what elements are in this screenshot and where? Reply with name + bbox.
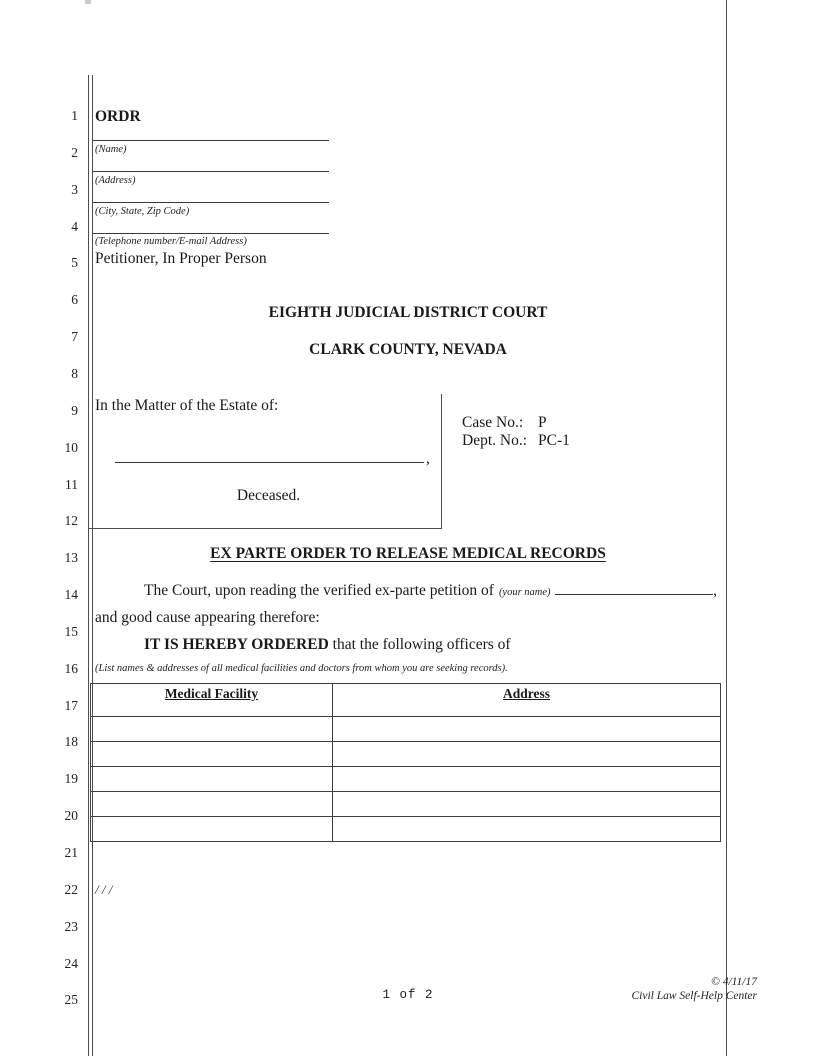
scan-artifact	[85, 0, 91, 4]
deceased-label: Deceased.	[236, 487, 301, 504]
pleading-line-number: 2	[71, 144, 78, 160]
your-name-hint: (your name)	[498, 587, 551, 598]
court-county: CLARK COUNTY, NEVADA	[309, 341, 507, 358]
table-row	[91, 817, 721, 842]
name-field[interactable]	[93, 140, 329, 141]
decedent-name-field[interactable]	[115, 462, 424, 463]
order-title-row	[95, 545, 721, 563]
pleading-line-number: 20	[64, 808, 78, 824]
ordered-bold-text: IT IS HEREBY ORDERED	[144, 636, 329, 653]
table-cell[interactable]	[333, 792, 721, 817]
pleading-right-rule	[726, 0, 727, 1056]
order-title: EX PARTE ORDER TO RELEASE MEDICAL RECORDS	[210, 545, 606, 562]
pleading-line-number: 24	[64, 955, 78, 971]
paragraph-1-text: The Court, upon reading the verified ex-parte petition of	[144, 582, 494, 599]
decedent-name-comma: ,	[426, 450, 430, 467]
petitioner-line: Petitioner, In Proper Person	[95, 250, 267, 267]
table-header-row	[91, 684, 721, 717]
pleading-line-number: 22	[64, 881, 78, 897]
address-column-header: Address	[333, 684, 721, 717]
dept-number-row	[462, 432, 570, 450]
table-cell[interactable]	[91, 742, 333, 767]
pleading-line-number: 14	[64, 587, 78, 603]
table-cell[interactable]	[91, 817, 333, 842]
table-row	[91, 742, 721, 767]
table-cell[interactable]	[333, 742, 721, 767]
pleading-line-number: 3	[71, 181, 78, 197]
ordered-line	[95, 636, 511, 654]
medical-facility-table	[90, 683, 721, 842]
case-number-row	[462, 414, 570, 432]
table-row	[91, 767, 721, 792]
continuation-mark: / / /	[95, 882, 113, 897]
address-field[interactable]	[93, 171, 329, 172]
medical-table-body	[91, 717, 721, 842]
case-info-block	[462, 414, 570, 450]
page-number: 1 of 2	[382, 988, 434, 1002]
pleading-line-number: 5	[71, 255, 78, 271]
caption-box-bottom-border	[89, 528, 442, 529]
medical-table-head	[91, 684, 721, 717]
pleading-line-number: 19	[64, 771, 78, 787]
name-field-label: (Name)	[95, 144, 127, 155]
address-field-label: (Address)	[95, 175, 136, 186]
ordered-rest-text: that the following officers of	[328, 636, 511, 653]
pleading-line-number: 9	[71, 402, 78, 418]
pleading-line-number: 18	[64, 734, 78, 750]
case-number-label: Case No.:	[462, 414, 524, 431]
pleading-left-double-rule	[88, 75, 93, 1056]
phone-email-field[interactable]	[93, 233, 329, 234]
pleading-line-number: 7	[71, 329, 78, 345]
pleading-line-number: 17	[64, 697, 78, 713]
caption-matter-line: In the Matter of the Estate of:	[95, 397, 279, 414]
copyright-org: Civil Law Self-Help Center	[631, 989, 757, 1002]
copyright-date: © 4/11/17	[711, 976, 757, 988]
pleading-line-number: 16	[64, 660, 78, 676]
phone-email-field-label: (Telephone number/E-mail Address)	[95, 236, 247, 247]
list-instruction-note: (List names & addresses of all medical facilities and doctors from whom you are seeking records).	[95, 663, 508, 674]
order-paragraph-1	[95, 581, 717, 600]
pleading-line-number: 23	[64, 918, 78, 934]
pleading-line-number: 13	[64, 550, 78, 566]
table-cell[interactable]	[91, 717, 333, 742]
your-name-field[interactable]	[555, 581, 714, 595]
court-name: EIGHTH JUDICIAL DISTRICT COURT	[268, 304, 548, 321]
city-state-zip-field[interactable]	[93, 202, 329, 203]
form-code: ORDR	[95, 108, 141, 125]
pleading-line-number: 21	[64, 845, 78, 860]
dept-number-label: Dept. No.:	[462, 431, 528, 449]
pleading-line-number: 8	[71, 365, 78, 381]
city-state-zip-field-label: (City, State, Zip Code)	[95, 206, 190, 217]
table-cell[interactable]	[333, 767, 721, 792]
table-cell[interactable]	[91, 767, 333, 792]
table-row	[91, 792, 721, 817]
table-cell[interactable]	[91, 792, 333, 817]
pleading-line-number: 15	[64, 623, 78, 639]
table-row	[91, 717, 721, 742]
case-number-value: P	[538, 414, 547, 431]
pleading-line-number: 10	[64, 439, 78, 455]
pleading-line-number: 1	[71, 108, 78, 123]
dept-number-value: PC-1	[538, 431, 570, 449]
table-cell[interactable]	[333, 717, 721, 742]
pleading-line-number: 4	[71, 218, 78, 234]
pleading-line-number: 25	[64, 992, 78, 1008]
caption-box-right-border	[441, 394, 442, 529]
table-cell[interactable]	[333, 817, 721, 842]
paragraph-1-comma: ,	[713, 582, 717, 599]
order-paragraph-2: and good cause appearing therefore:	[95, 609, 320, 626]
pleading-line-number: 6	[71, 292, 78, 308]
copyright-block	[631, 976, 757, 1003]
medical-facility-column-header: Medical Facility	[91, 684, 333, 717]
pleading-line-number: 12	[64, 513, 78, 529]
pleading-line-number: 11	[65, 476, 78, 492]
